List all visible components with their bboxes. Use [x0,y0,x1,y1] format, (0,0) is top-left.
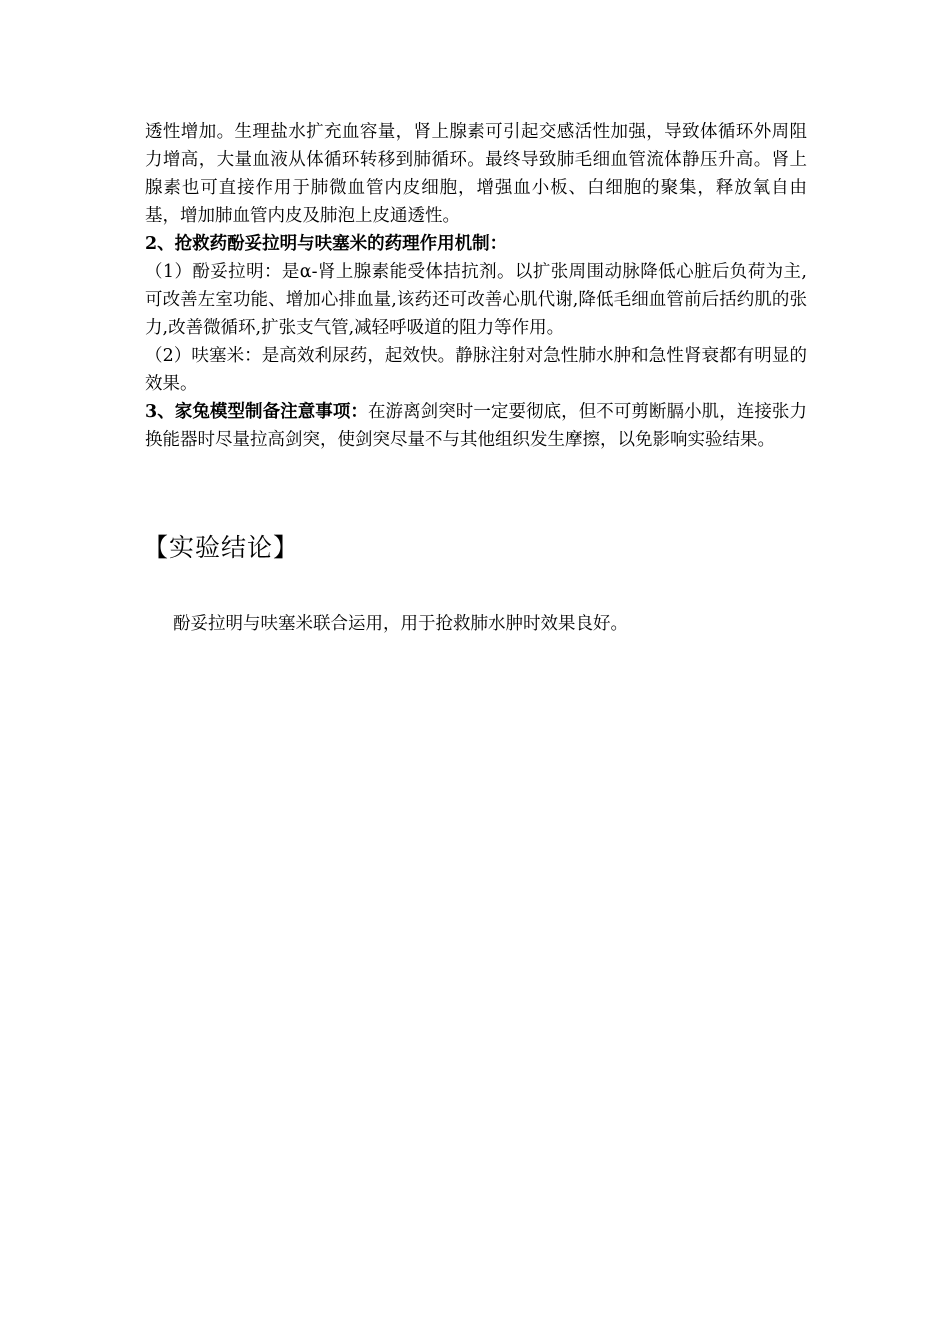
subheading-drug-mechanism: 2、抢救药酚妥拉明与呋塞米的药理作用机制： [145,234,508,254]
paragraph-mechanism: 透性增加。生理盐水扩充血容量，肾上腺素可引起交感活性加强，导致体循环外周阻力增高，大量血液从体循环转移到肺循环。最终导致肺毛细血管流体静压升高。肾上腺素也可直接作用于肺微血管内皮细胞，增强血小板、白细胞的聚集，释放氧自由基，增加肺血管内皮及肺泡上皮通透性。 [145,122,807,226]
model-notes-text: 在游离剑突时一定要彻底，但不可剪断膈小肌，连接张力换能器时尽量拉高剑突，使剑突尽量不与其他组织发生摩擦，以免影响实验结果。 [145,402,807,450]
document-page [143,118,807,634]
paragraph-furosemide: （2）呋塞米：是高效利尿药，起效快。静脉注射对急性肺水肿和急性肾衰都有明显的效果。 [145,346,807,394]
conclusion-text: 酚妥拉明与呋塞米联合运用，用于抢救肺水肿时效果良好。 [173,614,628,634]
paragraph-phentolamine: （1）酚妥拉明：是α-肾上腺素能受体拮抗剂。以扩张周围动脉降低心脏后负荷为主,可改善左室功能、增加心排血量,该药还可改善心肌代谢,降低毛细血管前后括约肌的张力,改善微循环,扩张支气管,减轻呼吸道的阻力等作用。 [145,262,807,338]
paragraph-model-notes [145,398,807,454]
subheading-model-notes: 3、家兔模型制备注意事项： [145,402,368,422]
section-title-conclusion: 【实验结论】 [143,533,300,562]
